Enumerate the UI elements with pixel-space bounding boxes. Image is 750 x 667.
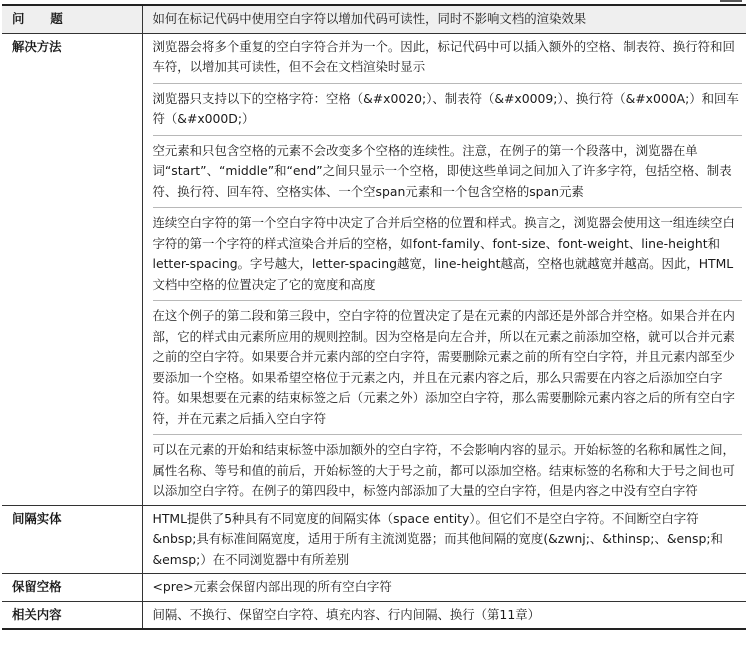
spacing-row bbox=[2, 505, 746, 574]
solution-paragraph: 浏览器只支持以下的空格字符：空格（&#x0020;）、制表符（&#x0009;）、换行符（&#x000A;）和回车符（&#x000D;） bbox=[153, 83, 743, 130]
spacing-text: HTML提供了5种具有不同宽度的间隔实体（space entity）。但它们不是空白字符。不间断空白字符&nbsp;具有标准间隔宽度，适用于所有主流浏览器；而其他间隔的宽度(&zwnj;、&thinsp;、&ensp;和&emsp;）在不同浏览器中有所差别 bbox=[142, 505, 746, 574]
solution-paragraph: 可以在元素的开始和结束标签中添加额外的空白字符，不会影响内容的显示。开始标签的名称和属性之间，属性名称、等号和值的前后，开始标签的大于号之前，都可以添加空格。结束标签的名称和大于号之间也可以添加空白字符。在例子的第四段中，标签内部添加了大量的空白字符，但是内容之中没有空白字符 bbox=[153, 434, 743, 502]
question-row bbox=[2, 5, 746, 33]
solution-label: 解决方法 bbox=[2, 33, 142, 505]
preserve-row bbox=[2, 574, 746, 602]
related-label: 相关内容 bbox=[2, 601, 142, 629]
related-text: 间隔、不换行、保留空白字符、填充内容、行内间隔、换行（第11章） bbox=[142, 601, 746, 629]
question-text: 如何在标记代码中使用空白字符以增加代码可读性，同时不影响文档的渲染效果 bbox=[142, 5, 746, 33]
preserve-text: <pre>元素会保留内部出现的所有空白字符 bbox=[142, 574, 746, 602]
solution-paragraph: 浏览器会将多个重复的空白字符合并为一个。因此，标记代码中可以插入额外的空格、制表符、换行符和回车符，以增加其可读性，但不会在文档渲染时显示 bbox=[152, 38, 735, 74]
solution-row bbox=[2, 33, 746, 505]
question-label-a: 问 bbox=[12, 11, 25, 26]
solution-body bbox=[142, 33, 746, 505]
solution-paragraph: 空元素和只包含空格的元素不会改变多个空格的连续性。注意，在例子的第一个段落中，浏览器在单词“start”、“middle”和“end”之间只显示一个空格，即使这些单词之间加入了许多字符，包括空格、制表符、换行符、回车符、空格实体、一个空span元素和一个包含空格的span元素 bbox=[153, 135, 743, 203]
solution-paragraph: 连续空白字符的第一个空白字符中决定了合并后空格的位置和样式。换言之，浏览器会使用这一组连续空白字符的第一个字符的样式渲染合并后的空格，如font-family、font-size、font-weight、line-height和letter-spacing。字号越大，letter-spacing越宽，line-height越高，空格也就越宽并越高。因此，HTML文档中空格的位置决定了它的宽度和高度 bbox=[153, 207, 743, 295]
page-corner-mark bbox=[720, 0, 742, 2]
question-label-b: 题 bbox=[50, 11, 63, 26]
question-label bbox=[2, 5, 142, 33]
preserve-label: 保留空格 bbox=[2, 574, 142, 602]
solution-paragraph: 在这个例子的第二段和第三段中，空白字符的位置决定了是在元素的内部还是外部合并空格。如果合并在内部，它的样式由元素所应用的规则控制。因为空格是向左合并，所以在元素之前添加空格，就可以合并元素之前的空白字符。如果要合并元素内部的空白字符，需要删除元素之前的所有空白字符，并且元素内部至少要添加一个空格。如果希望空格位于元素之内，并且在元素内容之后，那么只需要在内容之后添加空白字符。如果想要在元素的结束标签之后（元素之外）添加空白字符，那么需要删除元素内容之后的所有空白字符，并在元素之后插入空白字符 bbox=[153, 300, 743, 429]
pattern-table bbox=[2, 4, 746, 630]
spacing-label: 间隔实体 bbox=[2, 505, 142, 574]
related-row bbox=[2, 601, 746, 629]
